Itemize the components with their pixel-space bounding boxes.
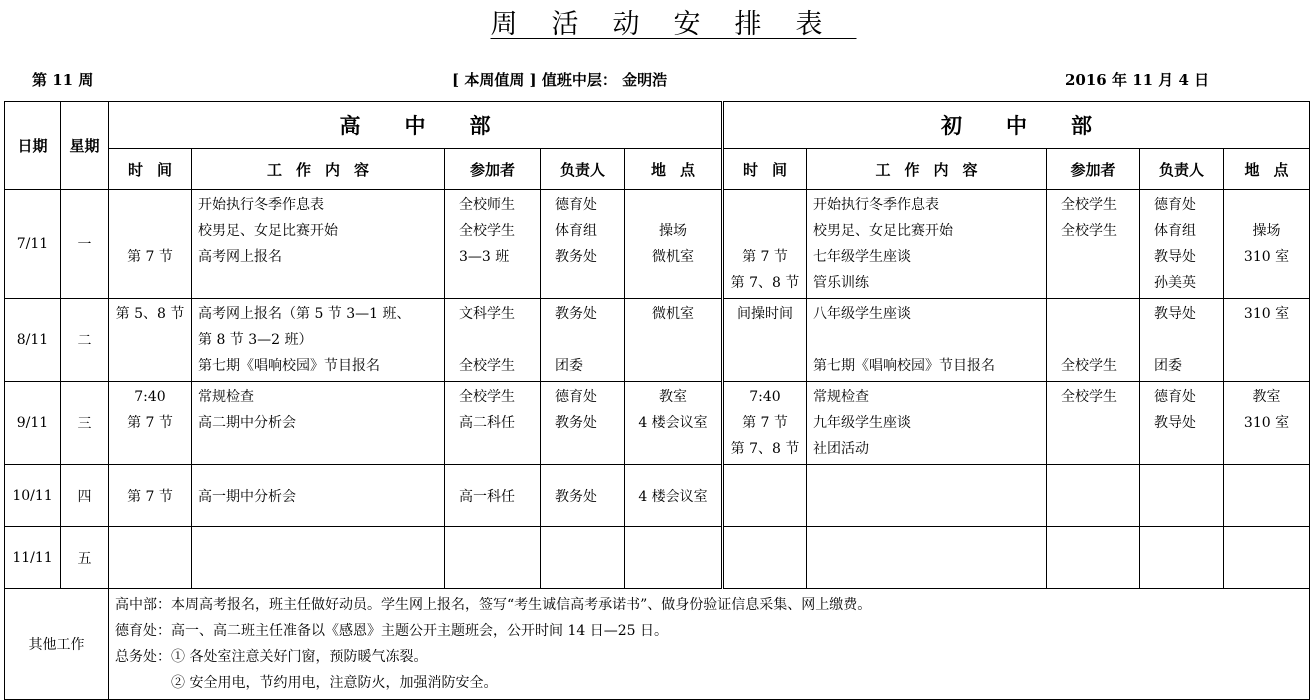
senior-place-cell — [625, 465, 723, 527]
header-senior: 高中部 — [109, 102, 723, 149]
cell-line — [1154, 327, 1217, 353]
senior-content-cell — [192, 190, 445, 299]
cell-line: 第 7 节 — [742, 249, 788, 265]
cell-line: 第 5、8 节 — [115, 306, 185, 322]
header-responsible: 负责人 — [541, 149, 625, 190]
table-row — [5, 190, 1310, 299]
report-date: 2016 年 11 月 4 日 — [1065, 71, 1210, 89]
row-weekday: 三 — [61, 382, 109, 465]
junior-participants-cell — [1047, 190, 1140, 299]
cell-line — [115, 192, 185, 218]
cell-line — [555, 270, 618, 296]
row-date: 9/11 — [5, 382, 61, 465]
cell-line: 开始执行冬季作息表 — [813, 197, 939, 213]
cell-line: 德育处 — [1154, 197, 1196, 213]
cell-line: 高二科任 — [459, 415, 515, 431]
cell-line: 教务处 — [555, 306, 597, 322]
junior-place-cell — [1224, 527, 1310, 589]
senior-content-cell — [192, 382, 445, 465]
cell-line — [631, 192, 715, 218]
cell-line: 教室 — [659, 389, 687, 405]
cell-line: 全校学生 — [1061, 197, 1117, 213]
cell-line — [1230, 436, 1303, 462]
cell-line: 全校学生 — [459, 358, 515, 374]
table-row — [5, 299, 1310, 382]
cell-line: 第 7、8 节 — [730, 275, 800, 291]
cell-line — [1061, 327, 1133, 353]
junior-time-cell — [723, 527, 807, 589]
senior-responsible-cell — [541, 465, 625, 527]
cell-line: 教室 — [1252, 389, 1281, 405]
cell-line — [115, 270, 185, 296]
senior-responsible-cell — [541, 527, 625, 589]
cell-line: 7:40 — [134, 389, 166, 405]
cell-line — [730, 353, 800, 379]
cell-line — [115, 436, 185, 462]
table-row — [5, 382, 1310, 465]
cell-line: 第 7 节 — [127, 249, 173, 265]
junior-responsible-cell — [1140, 382, 1224, 465]
cell-line — [1061, 244, 1133, 270]
cell-line: 体育组 — [555, 223, 597, 239]
senior-participants-cell — [445, 382, 541, 465]
cell-line — [198, 270, 438, 296]
row-date: 11/11 — [5, 527, 61, 589]
cell-line: 常规检查 — [198, 389, 254, 405]
junior-participants-cell — [1047, 299, 1140, 382]
cell-line: 体育组 — [1154, 223, 1196, 239]
cell-line — [115, 218, 185, 244]
junior-content-cell — [807, 465, 1047, 527]
table-row — [5, 527, 1310, 589]
junior-place-cell — [1224, 299, 1310, 382]
senior-time-cell — [109, 527, 192, 589]
cell-line — [1154, 436, 1217, 462]
cell-line: 第 7 节 — [742, 415, 788, 431]
cell-line: 310 室 — [1243, 249, 1290, 265]
cell-line — [555, 436, 618, 462]
cell-line: 全校学生 — [1061, 389, 1117, 405]
junior-responsible-cell — [1140, 299, 1224, 382]
cell-line: 微机室 — [652, 249, 694, 265]
senior-time-cell — [109, 299, 192, 382]
junior-content-cell — [807, 527, 1047, 589]
cell-line: 教务处 — [555, 249, 597, 265]
header-participants: 参加者 — [445, 149, 541, 190]
cell-line: 德育处 — [555, 197, 597, 213]
junior-participants-cell — [1047, 527, 1140, 589]
junior-place-cell — [1224, 190, 1310, 299]
cell-line: 教导处 — [1154, 306, 1196, 322]
cell-line: 间操时间 — [737, 306, 793, 322]
cell-line: 高一科任 — [459, 488, 515, 505]
cell-line: 教务处 — [555, 488, 597, 505]
cell-line: 高一期中分析会 — [198, 488, 296, 505]
cell-line: 4 楼会议室 — [638, 488, 708, 505]
cell-line: 操场 — [659, 223, 687, 239]
cell-line — [1230, 192, 1303, 218]
senior-time-cell — [109, 465, 192, 527]
header-date: 日期 — [5, 102, 61, 190]
senior-content-cell — [192, 465, 445, 527]
cell-line — [198, 436, 438, 462]
junior-responsible-cell — [1140, 527, 1224, 589]
senior-place-cell — [625, 527, 723, 589]
cell-line: 7:40 — [749, 389, 781, 405]
cell-line: 开始执行冬季作息表 — [198, 197, 324, 213]
cell-line — [555, 327, 618, 353]
cell-line — [115, 353, 185, 379]
senior-content-cell — [192, 299, 445, 382]
cell-line: 常规检查 — [813, 389, 869, 405]
junior-place-cell — [1224, 465, 1310, 527]
junior-content-cell — [807, 190, 1047, 299]
cell-line: 310 室 — [1243, 415, 1290, 431]
junior-participants-cell — [1047, 465, 1140, 527]
junior-time-cell — [723, 299, 807, 382]
senior-participants-cell — [445, 465, 541, 527]
cell-line: 3—3 班 — [459, 249, 510, 265]
cell-line: 教导处 — [1154, 249, 1196, 265]
senior-place-cell — [625, 190, 723, 299]
cell-line — [730, 192, 800, 218]
cell-line — [631, 436, 715, 462]
cell-line — [631, 270, 715, 296]
junior-time-cell — [723, 465, 807, 527]
junior-time-cell — [723, 190, 807, 299]
senior-responsible-cell — [541, 299, 625, 382]
senior-time-cell — [109, 190, 192, 299]
cell-line: 德育处 — [1154, 389, 1196, 405]
other-note-line: 德育处：高一、高二班主任准备以《感恩》主题公开主题班会，公开时间 14 日—25 日。 — [115, 623, 668, 639]
cell-line — [459, 327, 534, 353]
cell-line — [1061, 270, 1133, 296]
page-title: 周活动安排表 — [490, 9, 857, 40]
cell-line: 校男足、女足比赛开始 — [198, 223, 338, 239]
header-time: 时间 — [723, 149, 807, 190]
cell-line: 校男足、女足比赛开始 — [813, 223, 953, 239]
cell-line: 微机室 — [652, 306, 694, 322]
senior-responsible-cell — [541, 382, 625, 465]
cell-line — [459, 270, 534, 296]
other-note-line: 总务处：① 各处室注意关好门窗，预防暖气冻裂。 — [115, 649, 428, 665]
cell-line: 孙美英 — [1154, 275, 1196, 291]
cell-line: 高二期中分析会 — [198, 415, 296, 431]
cell-line: 管乐训练 — [813, 275, 869, 291]
cell-line — [459, 436, 534, 462]
cell-line — [115, 327, 185, 353]
week-number: 第 11 周 — [32, 71, 94, 89]
cell-line: 第七期《唱响校园》节目报名 — [198, 358, 380, 374]
junior-responsible-cell — [1140, 465, 1224, 527]
cell-line: 操场 — [1252, 223, 1281, 239]
senior-participants-cell — [445, 527, 541, 589]
cell-line — [1061, 436, 1133, 462]
cell-line — [1061, 410, 1133, 436]
header-content: 工作内容 — [192, 149, 445, 190]
other-work-notes — [109, 589, 1310, 700]
senior-content-cell — [192, 527, 445, 589]
header-place: 地点 — [1224, 149, 1310, 190]
cell-line: 高考网上报名 — [198, 249, 282, 265]
row-weekday: 四 — [61, 465, 109, 527]
cell-line: 第 7、8 节 — [730, 441, 800, 457]
row-weekday: 一 — [61, 190, 109, 299]
other-work-label: 其他工作 — [5, 589, 109, 700]
cell-line — [1061, 301, 1133, 327]
row-date: 8/11 — [5, 299, 61, 382]
header-junior: 初中部 — [723, 102, 1310, 149]
cell-line — [1230, 353, 1303, 379]
cell-line — [730, 327, 800, 353]
junior-content-cell — [807, 382, 1047, 465]
cell-line — [631, 353, 715, 379]
other-note-line: 高中部：本周高考报名，班主任做好动员。学生网上报名，签写“考生诚信高考承诺书”、做身份验证信息采集、网上缴费。 — [115, 597, 872, 613]
header-place: 地点 — [625, 149, 723, 190]
cell-line: 九年级学生座谈 — [813, 415, 911, 431]
cell-line: 第 8 节 3—2 班） — [198, 332, 313, 348]
header-content: 工作内容 — [807, 149, 1047, 190]
cell-line: 八年级学生座谈 — [813, 306, 911, 322]
page-title-wrap — [0, 2, 1313, 41]
cell-line: 第 7 节 — [127, 415, 173, 431]
cell-line: 全校学生 — [1061, 358, 1117, 374]
cell-line — [1230, 270, 1303, 296]
cell-line — [631, 327, 715, 353]
senior-place-cell — [625, 382, 723, 465]
table-row — [5, 465, 1310, 527]
header-participants: 参加者 — [1047, 149, 1140, 190]
cell-line: 全校学生 — [1061, 223, 1117, 239]
cell-line: 310 室 — [1243, 306, 1290, 322]
cell-line: 团委 — [555, 358, 583, 374]
senior-participants-cell — [445, 299, 541, 382]
cell-line: 教导处 — [1154, 415, 1196, 431]
cell-line: 4 楼会议室 — [638, 415, 708, 431]
cell-line: 教务处 — [555, 415, 597, 431]
cell-line — [1230, 327, 1303, 353]
senior-responsible-cell — [541, 190, 625, 299]
cell-line: 文科学生 — [459, 306, 515, 322]
senior-participants-cell — [445, 190, 541, 299]
junior-content-cell — [807, 299, 1047, 382]
cell-line: 全校学生 — [459, 223, 515, 239]
senior-place-cell — [625, 299, 723, 382]
header-responsible: 负责人 — [1140, 149, 1224, 190]
header-weekday: 星期 — [61, 102, 109, 190]
header-time: 时间 — [109, 149, 192, 190]
row-date: 7/11 — [5, 190, 61, 299]
row-weekday: 五 — [61, 527, 109, 589]
schedule-rows — [5, 190, 1310, 589]
cell-line: 团委 — [1154, 358, 1182, 374]
senior-time-cell — [109, 382, 192, 465]
cell-line: 社团活动 — [813, 441, 869, 457]
cell-line: 第七期《唱响校园》节目报名 — [813, 358, 995, 374]
cell-line — [730, 218, 800, 244]
junior-responsible-cell — [1140, 190, 1224, 299]
cell-line: 高考网上报名（第 5 节 3—1 班、 — [198, 306, 411, 322]
junior-time-cell — [723, 382, 807, 465]
junior-participants-cell — [1047, 382, 1140, 465]
cell-line: 第 7 节 — [127, 488, 173, 505]
cell-line — [813, 327, 1040, 353]
row-date: 10/11 — [5, 465, 61, 527]
duty-officer: [ 本周值周 ] 值班中层： 金明浩 — [452, 71, 668, 89]
schedule-table — [4, 101, 1310, 700]
junior-place-cell — [1224, 382, 1310, 465]
cell-line: 全校师生 — [459, 197, 515, 213]
cell-line: 德育处 — [555, 389, 597, 405]
cell-line: 七年级学生座谈 — [813, 249, 911, 265]
other-note-line: ② 安全用电，节约用电，注意防火，加强消防安全。 — [115, 675, 498, 691]
row-weekday: 二 — [61, 299, 109, 382]
cell-line: 全校学生 — [459, 389, 515, 405]
